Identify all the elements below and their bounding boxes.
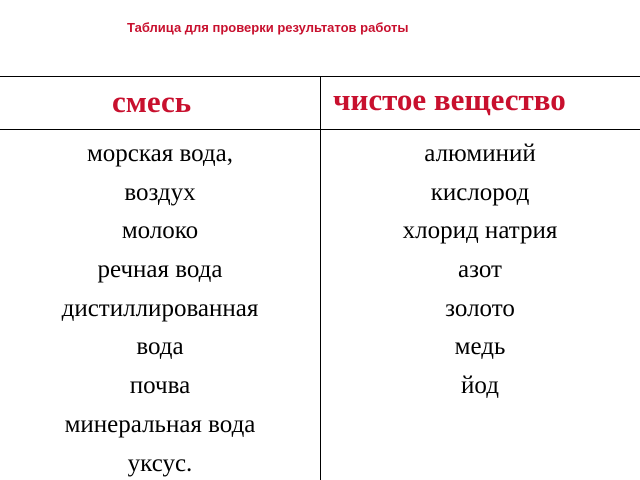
mixture-item: уксус. bbox=[127, 449, 193, 477]
pure-substance-item: медь bbox=[454, 333, 506, 361]
mixture-item: вода bbox=[136, 333, 184, 361]
mixture-item: молоко bbox=[121, 217, 199, 245]
page-title: Таблица для проверки результатов работы bbox=[127, 20, 409, 35]
pure-substance-item: кислород bbox=[430, 178, 530, 206]
mixture-item: речная вода bbox=[97, 256, 223, 284]
mixture-item: минеральная вода bbox=[64, 410, 256, 438]
pure-substance-item: алюминий bbox=[424, 140, 536, 167]
pure-substance-item: азот bbox=[458, 256, 502, 284]
pure-substance-item: хлорид натрия bbox=[402, 217, 558, 245]
mixture-item: воздух bbox=[124, 178, 196, 206]
mixture-item: почва bbox=[129, 372, 191, 400]
mixture-item: дистиллированная bbox=[61, 294, 259, 322]
mixture-item: морская вода, bbox=[86, 140, 233, 167]
column-header-mixture: смесь bbox=[112, 84, 192, 119]
table-column-divider bbox=[320, 76, 321, 480]
pure-substance-column bbox=[326, 135, 634, 406]
column-header-pure-substance: чистое вещество bbox=[333, 82, 566, 117]
pure-substance-item: золото bbox=[445, 294, 515, 322]
pure-substance-item: йод bbox=[461, 372, 499, 400]
mixture-column bbox=[6, 135, 314, 480]
